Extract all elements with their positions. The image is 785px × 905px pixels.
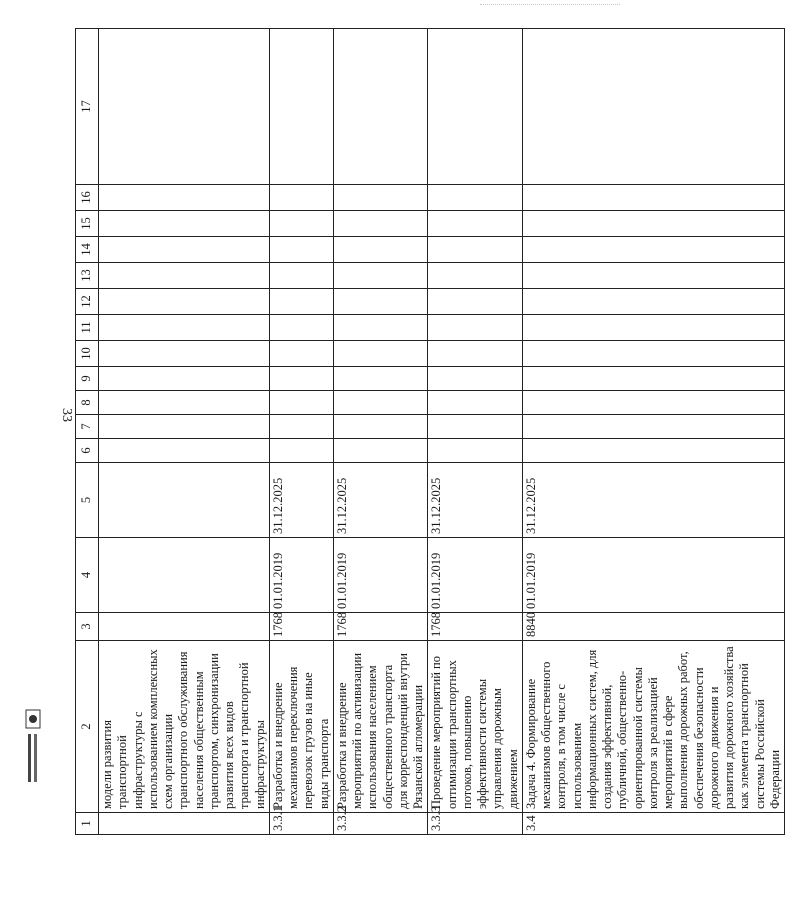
stamp-icon [22,708,46,788]
row-code: 1768 [428,613,523,641]
empty-cell [99,315,270,341]
empty-cell [269,315,333,341]
header-cell: 1 [76,813,99,835]
header-cell: 4 [76,538,99,613]
header-cell: 16 [76,185,99,211]
row-end-date: 31.12.2025 [522,463,784,538]
row-number [99,813,270,835]
empty-cell [333,29,428,185]
row-start-date: 01.01.2019 [269,538,333,613]
empty-cell [99,341,270,367]
empty-cell [522,367,784,391]
table-row [333,29,428,835]
header-cell: 3 [76,613,99,641]
empty-cell [269,237,333,263]
row-end-date: 31.12.2025 [428,463,523,538]
empty-cell [522,211,784,237]
header-cell: 10 [76,341,99,367]
page-number: 33 [59,408,74,422]
table-row [428,29,523,835]
row-code [99,613,270,641]
row-number: 3.3.2 [333,813,428,835]
header-cell: 13 [76,263,99,289]
empty-cell [428,185,523,211]
empty-cell [269,211,333,237]
row-description: модели развития транспортной инфраструктуры с использованием комплексных схем организации транспортного обслуживания населения общественным транспортом, синхронизации развития всех видов транспорта и транспортной инфраструктуры [99,641,270,813]
empty-cell [269,367,333,391]
table-header-row [76,29,99,835]
empty-cell [99,289,270,315]
empty-cell [99,439,270,463]
empty-cell [522,29,784,185]
row-code: 1768 [333,613,428,641]
empty-cell [428,391,523,415]
empty-cell [333,237,428,263]
scan-artifact [480,4,620,9]
empty-cell [428,263,523,289]
empty-cell [99,185,270,211]
empty-cell [333,263,428,289]
empty-cell [522,315,784,341]
row-description: Задача 4. Формирование механизмов общественного контроля, в том числе с использованием информационных систем, для создания эффективной, публичной, общественно-ориентированной системы контроля за реализацией мероприятий в сфере выполнения дорожных работ, обеспечения безопасности дорожного движения и развития дорожного хозяйства как элемента транспортной системы Российской Федерации [522,641,784,813]
empty-cell [522,439,784,463]
empty-cell [522,185,784,211]
rotated-table-container [75,45,782,835]
header-cell: 6 [76,439,99,463]
table-row [269,29,333,835]
row-number: 3.4 [522,813,784,835]
program-measures-table [75,28,785,835]
empty-cell [99,415,270,439]
row-code: 1768 [269,613,333,641]
empty-cell [333,185,428,211]
header-cell: 8 [76,391,99,415]
header-cell: 9 [76,367,99,391]
row-description: Разработка и внедрение мероприятий по активизации использования населением общественного транспорта для корреспонденций внутри Рязанской агломерации [333,641,428,813]
row-code: 8840 [522,613,784,641]
header-cell: 7 [76,415,99,439]
header-cell: 17 [76,29,99,185]
table-row [522,29,784,835]
empty-cell [428,415,523,439]
empty-cell [522,415,784,439]
row-end-date: 31.12.2025 [269,463,333,538]
row-end-date [99,463,270,538]
empty-cell [99,263,270,289]
row-description: Проведение мероприятий по оптимизации транспортных потоков, повышению эффективности системы управления дорожным движением [428,641,523,813]
empty-cell [269,341,333,367]
header-cell: 15 [76,211,99,237]
empty-cell [428,29,523,185]
empty-cell [99,211,270,237]
empty-cell [333,341,428,367]
empty-cell [333,415,428,439]
empty-cell [99,29,270,185]
empty-cell [522,289,784,315]
empty-cell [428,367,523,391]
header-cell: 12 [76,289,99,315]
empty-cell [428,237,523,263]
empty-cell [333,367,428,391]
empty-cell [269,185,333,211]
empty-cell [99,391,270,415]
row-end-date: 31.12.2025 [333,463,428,538]
row-start-date: 01.01.2019 [333,538,428,613]
table-row [99,29,270,835]
empty-cell [522,237,784,263]
header-cell: 5 [76,463,99,538]
empty-cell [522,391,784,415]
empty-cell [522,263,784,289]
empty-cell [333,439,428,463]
empty-cell [269,263,333,289]
row-start-date: 01.01.2019 [522,538,784,613]
row-number: 3.3.3 [428,813,523,835]
empty-cell [99,367,270,391]
row-start-date [99,538,270,613]
header-cell: 11 [76,315,99,341]
empty-cell [522,341,784,367]
empty-cell [428,341,523,367]
empty-cell [269,29,333,185]
empty-cell [428,289,523,315]
empty-cell [428,315,523,341]
empty-cell [333,289,428,315]
header-cell: 2 [76,641,99,813]
empty-cell [269,439,333,463]
empty-cell [99,237,270,263]
empty-cell [269,391,333,415]
empty-cell [428,439,523,463]
empty-cell [333,211,428,237]
row-description: Разработка и внедрение механизмов переключения перевозок грузов на иные виды транспорта [269,641,333,813]
header-cell: 14 [76,237,99,263]
empty-cell [428,211,523,237]
empty-cell [269,289,333,315]
row-start-date: 01.01.2019 [428,538,523,613]
empty-cell [333,391,428,415]
empty-cell [333,315,428,341]
empty-cell [269,415,333,439]
row-number: 3.3.1 [269,813,333,835]
